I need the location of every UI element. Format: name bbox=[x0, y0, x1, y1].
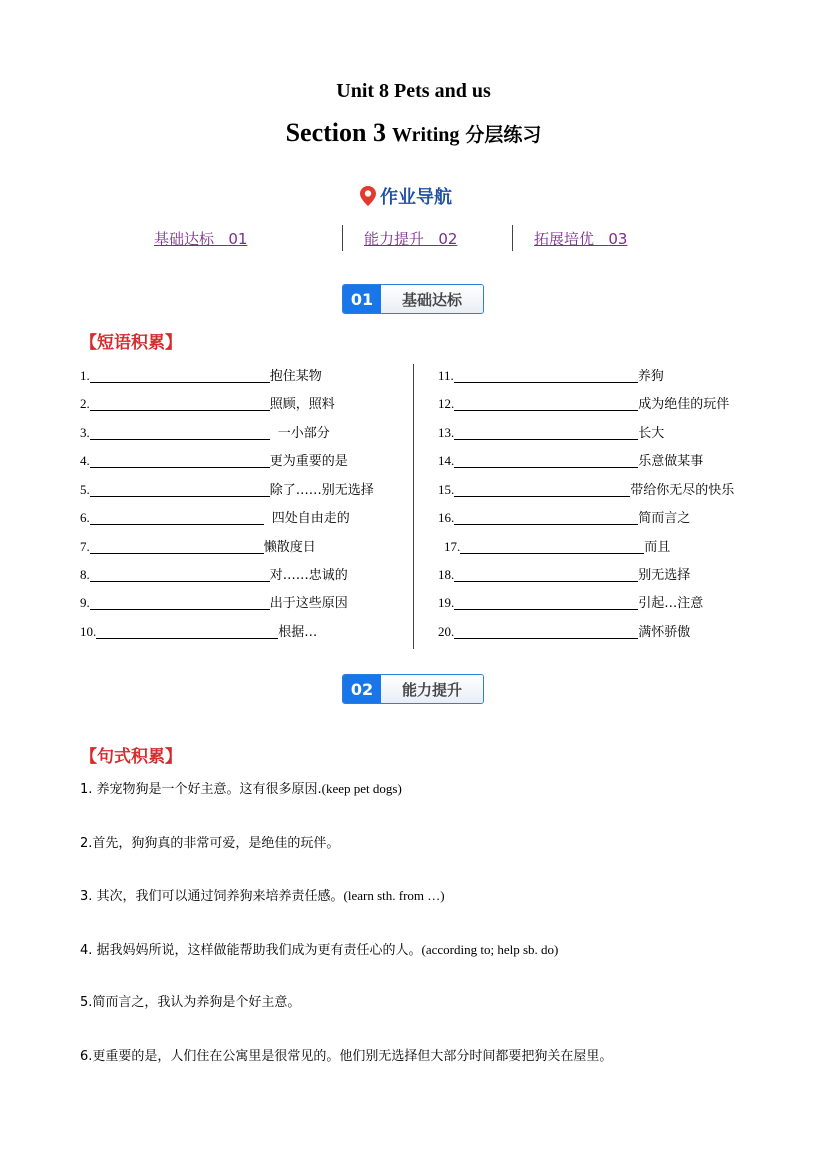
writing-label: Writing bbox=[391, 124, 460, 146]
phrase-number: 8. bbox=[80, 567, 90, 582]
phrase-meaning: 懒散度日 bbox=[263, 540, 316, 555]
sentence-chinese: 1. 养宠物狗是一个好主意。这有很多原因. bbox=[80, 782, 322, 797]
sentence-item bbox=[80, 991, 300, 1010]
nav-divider bbox=[342, 225, 343, 251]
phrase-meaning: 乐意做某事 bbox=[638, 454, 704, 469]
phrase-meaning: 简而言之 bbox=[638, 511, 691, 526]
phrase-item bbox=[80, 392, 335, 412]
phrase-meaning: 更为重要的是 bbox=[269, 454, 348, 469]
answer-blank[interactable] bbox=[454, 625, 638, 639]
phrase-number: 11. bbox=[438, 368, 454, 383]
answer-blank[interactable] bbox=[90, 397, 270, 411]
phrase-item bbox=[80, 364, 322, 384]
badge-label: 能力提升 bbox=[381, 675, 483, 703]
phrase-number: 2. bbox=[80, 396, 90, 411]
sentence-item bbox=[80, 885, 445, 904]
phrase-item bbox=[80, 563, 348, 583]
phrase-meaning: 引起…注意 bbox=[638, 596, 704, 611]
phrase-item bbox=[80, 478, 374, 498]
phrase-item bbox=[80, 591, 348, 611]
phrase-item bbox=[80, 421, 330, 441]
sentence-chinese: 5.简而言之，我认为养狗是个好主意。 bbox=[80, 995, 301, 1010]
phrase-meaning: 一小部分 bbox=[277, 426, 330, 441]
phrase-meaning: 根据… bbox=[278, 625, 318, 640]
phrase-item bbox=[80, 449, 348, 469]
answer-blank[interactable] bbox=[90, 483, 270, 497]
phrase-number: 4. bbox=[80, 453, 90, 468]
answer-blank[interactable] bbox=[454, 426, 638, 440]
answer-blank[interactable] bbox=[90, 511, 264, 525]
badge-number: 02 bbox=[343, 675, 381, 703]
answer-blank[interactable] bbox=[90, 568, 270, 582]
phrase-item bbox=[438, 506, 690, 526]
phrase-item bbox=[80, 535, 316, 555]
sentence-item bbox=[80, 1045, 612, 1064]
section-badge-basic bbox=[342, 284, 484, 314]
badge-label: 基础达标 bbox=[381, 285, 483, 313]
phrase-item bbox=[80, 506, 350, 526]
phrase-meaning: 满怀骄傲 bbox=[638, 625, 691, 640]
phrase-item bbox=[438, 364, 664, 384]
location-pin-icon bbox=[360, 186, 376, 206]
phrase-number: 5. bbox=[80, 482, 90, 497]
answer-blank[interactable] bbox=[96, 625, 278, 639]
section-badge-improve bbox=[342, 674, 484, 704]
phrase-item bbox=[438, 478, 734, 498]
phrase-heading: 【短语积累】 bbox=[80, 333, 182, 353]
phrase-number: 19. bbox=[438, 595, 455, 610]
phrase-meaning: 对……忠诚的 bbox=[269, 568, 348, 583]
phrase-number: 3. bbox=[80, 425, 90, 440]
badge-number: 01 bbox=[343, 285, 381, 313]
phrase-item bbox=[444, 535, 670, 555]
phrase-number: 15. bbox=[438, 482, 455, 497]
practice-label: 分层练习 bbox=[465, 124, 542, 146]
phrase-number: 20. bbox=[438, 624, 455, 639]
answer-blank[interactable] bbox=[90, 454, 270, 468]
nav-link-extend[interactable]: 拓展培优 03 bbox=[534, 230, 628, 248]
answer-blank[interactable] bbox=[90, 596, 270, 610]
answer-blank[interactable] bbox=[90, 369, 270, 383]
phrase-meaning: 别无选择 bbox=[638, 568, 691, 583]
phrase-item bbox=[438, 620, 690, 640]
answer-blank[interactable] bbox=[454, 397, 638, 411]
phrase-meaning: 除了……别无选择 bbox=[269, 483, 374, 498]
nav-link-basic[interactable]: 基础达标 01 bbox=[154, 230, 248, 248]
answer-blank[interactable] bbox=[454, 568, 638, 582]
homework-nav-title: 作业导航 bbox=[380, 187, 452, 208]
answer-blank[interactable] bbox=[454, 511, 638, 525]
phrase-number: 17. bbox=[444, 539, 461, 554]
answer-blank[interactable] bbox=[454, 454, 638, 468]
sentence-item bbox=[80, 939, 558, 958]
sentence-hint: (learn sth. from …) bbox=[343, 888, 445, 903]
phrase-number: 18. bbox=[438, 567, 455, 582]
phrase-number: 13. bbox=[438, 425, 455, 440]
phrase-meaning: 长大 bbox=[638, 426, 665, 441]
phrase-meaning: 养狗 bbox=[637, 369, 664, 384]
sentence-hint: (keep pet dogs) bbox=[321, 781, 402, 796]
phrase-number: 6. bbox=[80, 510, 90, 525]
phrase-item bbox=[80, 620, 317, 640]
answer-blank[interactable] bbox=[90, 540, 264, 554]
phrase-number: 7. bbox=[80, 539, 90, 554]
column-divider bbox=[413, 364, 414, 649]
phrase-number: 12. bbox=[438, 396, 455, 411]
answer-blank[interactable] bbox=[454, 369, 638, 383]
phrase-meaning: 抱住某物 bbox=[269, 369, 322, 384]
phrase-meaning: 四处自由走的 bbox=[271, 511, 350, 526]
phrase-item bbox=[438, 591, 703, 611]
sentence-chinese: 3. 其次，我们可以通过饲养狗来培养责任感。 bbox=[80, 889, 344, 904]
sentence-item bbox=[80, 778, 402, 797]
nav-link-improve[interactable]: 能力提升 02 bbox=[364, 230, 458, 248]
answer-blank[interactable] bbox=[460, 540, 644, 554]
phrase-number: 16. bbox=[438, 510, 455, 525]
phrase-meaning: 成为绝佳的玩伴 bbox=[638, 397, 730, 412]
phrase-number: 9. bbox=[80, 595, 90, 610]
answer-blank[interactable] bbox=[90, 426, 270, 440]
sentence-chinese: 2.首先，狗狗真的非常可爱，是绝佳的玩伴。 bbox=[80, 836, 340, 851]
phrase-meaning: 照顾，照料 bbox=[269, 397, 335, 412]
phrase-number: 14. bbox=[438, 453, 455, 468]
phrase-meaning: 出于这些原因 bbox=[269, 596, 348, 611]
sentence-chinese: 6.更重要的是，人们住在公寓里是很常见的。他们别无选择但大部分时间都要把狗关在屋里。 bbox=[80, 1049, 613, 1064]
sentence-hint: (according to; help sb. do) bbox=[421, 942, 559, 957]
phrase-item bbox=[438, 421, 664, 441]
answer-blank[interactable] bbox=[454, 483, 630, 497]
phrase-item bbox=[438, 449, 703, 469]
phrase-meaning: 而且 bbox=[644, 540, 671, 555]
phrase-meaning: 带给你无尽的快乐 bbox=[630, 483, 735, 498]
section-label: Section 3 bbox=[285, 118, 386, 147]
phrase-item bbox=[438, 392, 729, 412]
sentence-heading: 【句式积累】 bbox=[80, 747, 182, 767]
unit-title: Unit 8 Pets and us bbox=[336, 80, 491, 102]
homework-nav-heading bbox=[360, 182, 452, 210]
nav-divider bbox=[512, 225, 513, 251]
sentence-item bbox=[80, 832, 339, 851]
sentence-chinese: 4. 据我妈妈所说，这样做能帮助我们成为更有责任心的人。 bbox=[80, 943, 422, 958]
section-title bbox=[0, 118, 827, 148]
answer-blank[interactable] bbox=[454, 596, 638, 610]
phrase-number: 10. bbox=[80, 624, 97, 639]
phrase-item bbox=[438, 563, 690, 583]
phrase-number: 1. bbox=[80, 368, 90, 383]
